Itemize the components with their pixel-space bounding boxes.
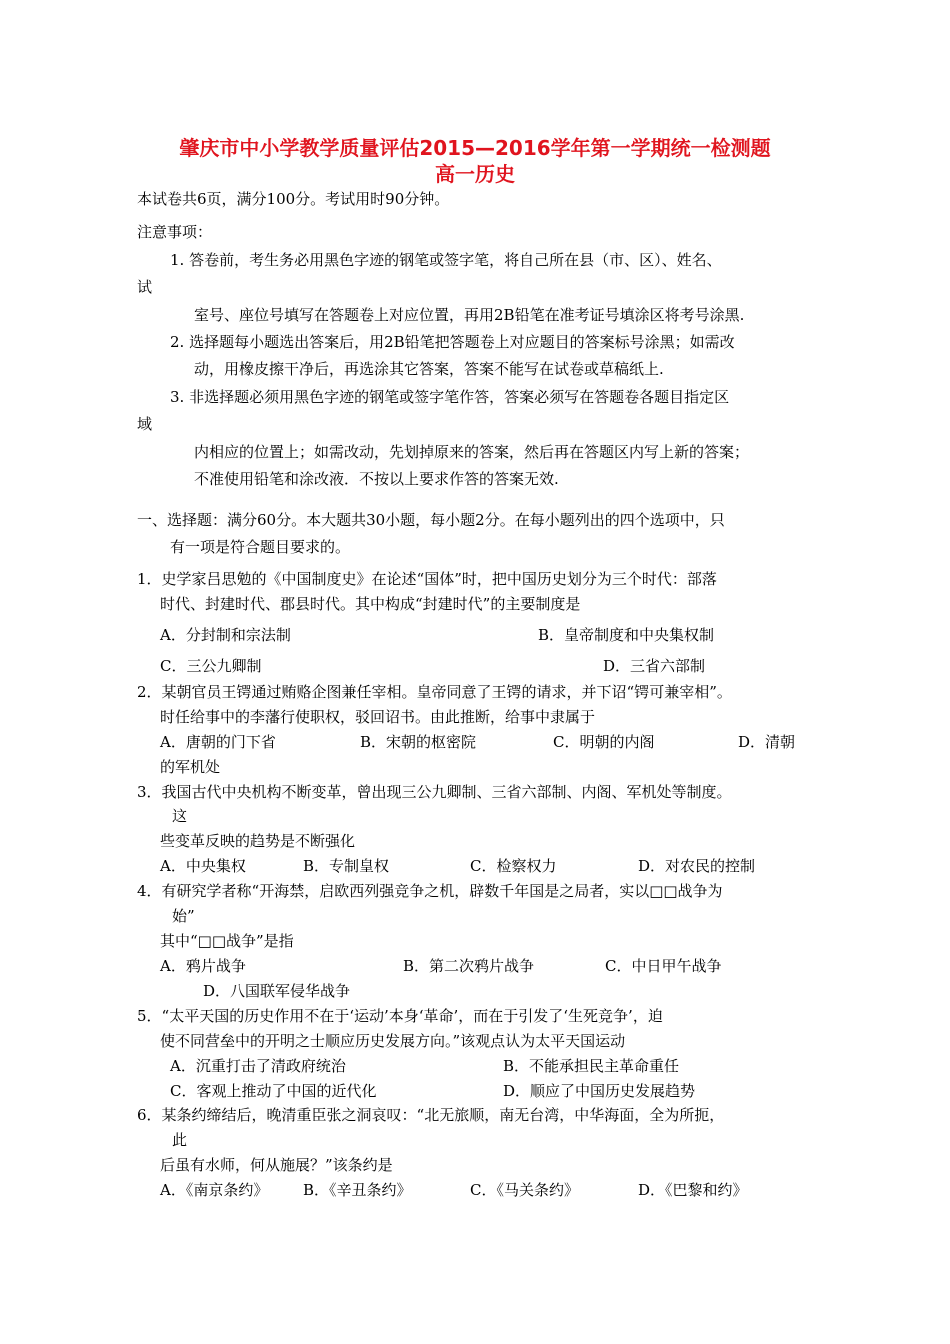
question-5-stem: 5．“太平天国的历史作用不在于‘运动’本身‘革命’，而在于引发了‘生死竞争’，迫 bbox=[137, 1007, 663, 1025]
question-3-option-c: C．检察权力 bbox=[470, 857, 557, 875]
notice-item-1-cont: 室号、座位号填写在答题卷上对应位置，再用2B铅笔在准考证号填涂区将考号涂黑. bbox=[194, 306, 745, 324]
notice-item-3-wrap: 域 bbox=[137, 415, 153, 433]
exam-info: 本试卷共6页，满分100分。考试用时90分钟。 bbox=[137, 190, 450, 208]
question-1-option-c: C．三公九卿制 bbox=[160, 657, 262, 675]
notice-item-1-wrap: 试 bbox=[137, 278, 153, 296]
question-4-stem: 4．有研究学者称“开海禁，启欧西列强竞争之机，辟数千年国是之局者，实以□□战争为 bbox=[137, 882, 723, 900]
question-2-option-c: C．明朝的内阁 bbox=[553, 733, 655, 751]
question-5-option-c: C．客观上推动了中国的近代化 bbox=[170, 1082, 377, 1100]
question-2-stem-cont: 时任给事中的李藩行使职权，驳回诏书。由此推断，给事中隶属于 bbox=[160, 708, 596, 726]
question-5-option-d: D．顺应了中国历史发展趋势 bbox=[503, 1082, 696, 1100]
question-3-stem: 3．我国古代中央机构不断变革，曾出现三公九卿制、三省六部制、内阁、军机处等制度。 bbox=[137, 783, 732, 801]
question-4-option-a: A．鸦片战争 bbox=[160, 957, 246, 975]
question-5-option-b: B．不能承担民主革命重任 bbox=[503, 1057, 680, 1075]
notice-heading: 注意事项： bbox=[137, 223, 213, 241]
question-6-option-a: A．《南京条约》 bbox=[160, 1181, 269, 1199]
notice-item-2: 2. 选择题每小题选出答案后，用2B铅笔把答题卷上对应题目的答案标号涂黑；如需改 bbox=[170, 333, 735, 351]
question-4-stem-wrap: 始” bbox=[172, 907, 195, 925]
question-1-stem: 1．史学家吕思勉的《中国制度史》在论述“国体”时，把中国历史划分为三个时代：部落 bbox=[137, 570, 717, 588]
question-2-option-a: A．唐朝的门下省 bbox=[160, 733, 276, 751]
question-2-option-b: B．宋朝的枢密院 bbox=[360, 733, 477, 751]
notice-item-3-cont-2: 不准使用铅笔和涂改液．不按以上要求作答的答案无效. bbox=[194, 470, 559, 488]
notice-item-3-cont: 内相应的位置上；如需改动，先划掉原来的答案，然后再在答题区内写上新的答案； bbox=[194, 443, 750, 461]
question-4-stem-cont: 其中“□□战争”是指 bbox=[160, 932, 294, 950]
question-6-stem: 6．某条约缔结后，晚清重臣张之洞哀叹：“北无旅顺，南无台湾，中华海面，全为所扼， bbox=[137, 1106, 725, 1124]
question-3-option-b: B．专制皇权 bbox=[303, 857, 390, 875]
question-2-stem: 2．某朝官员王锷通过贿赂企图兼任宰相。皇帝同意了王锷的请求，并下诏“锷可兼宰相”。 bbox=[137, 683, 732, 701]
question-5-stem-cont: 使不同营垒中的开明之士顺应历史发展方向。”该观点认为太平天国运动 bbox=[160, 1032, 626, 1050]
question-3-stem-wrap: 这 bbox=[172, 807, 188, 825]
question-4-option-d: D．八国联军侵华战争 bbox=[203, 982, 351, 1000]
section-heading: 一、选择题：满分60分。本大题共30小题，每小题2分。在每小题列出的四个选项中，只 bbox=[137, 511, 725, 529]
notice-item-2-cont: 动，用橡皮擦干净后，再选涂其它答案，答案不能写在试卷或草稿纸上. bbox=[194, 360, 664, 378]
question-6-option-d: D．《巴黎和约》 bbox=[638, 1181, 748, 1199]
question-1-option-d: D．三省六部制 bbox=[603, 657, 706, 675]
question-5-option-a: A．沉重打击了清政府统治 bbox=[170, 1057, 346, 1075]
question-4-option-b: B．第二次鸦片战争 bbox=[403, 957, 535, 975]
document-title: 肇庆市中小学教学质量评估2015—2016学年第一学期统一检测题 bbox=[179, 136, 771, 160]
question-2-option-d-cont: 的军机处 bbox=[160, 758, 221, 776]
question-3-option-d: D．对农民的控制 bbox=[638, 857, 756, 875]
section-heading-cont: 有一项是符合题目要求的。 bbox=[170, 538, 351, 556]
question-1-option-a: A．分封制和宗法制 bbox=[160, 626, 291, 644]
question-4-option-c: C．中日甲午战争 bbox=[605, 957, 722, 975]
question-6-stem-wrap: 此 bbox=[172, 1131, 188, 1149]
notice-item-1: 1. 答卷前，考生务必用黑色字迹的钢笔或签字笔，将自己所在县（市、区）、姓名、 bbox=[170, 251, 722, 269]
question-6-option-c: C．《马关条约》 bbox=[470, 1181, 579, 1199]
question-6-stem-cont: 后虽有水师，何从施展？”该条约是 bbox=[160, 1156, 393, 1174]
document-subtitle: 高一历史 bbox=[435, 162, 515, 186]
question-6-option-b: B．《辛丑条约》 bbox=[303, 1181, 412, 1199]
question-1-option-b: B．皇帝制度和中央集权制 bbox=[538, 626, 715, 644]
question-3-option-a: A．中央集权 bbox=[160, 857, 246, 875]
question-2-option-d: D．清朝 bbox=[738, 733, 796, 751]
question-3-stem-cont: 些变革反映的趋势是不断强化 bbox=[160, 832, 356, 850]
question-1-stem-cont: 时代、封建时代、郡县时代。其中构成“封建时代”的主要制度是 bbox=[160, 595, 581, 613]
notice-item-3: 3. 非选择题必须用黑色字迹的钢笔或签字笔作答，答案必须写在答题卷各题目指定区 bbox=[170, 388, 730, 406]
